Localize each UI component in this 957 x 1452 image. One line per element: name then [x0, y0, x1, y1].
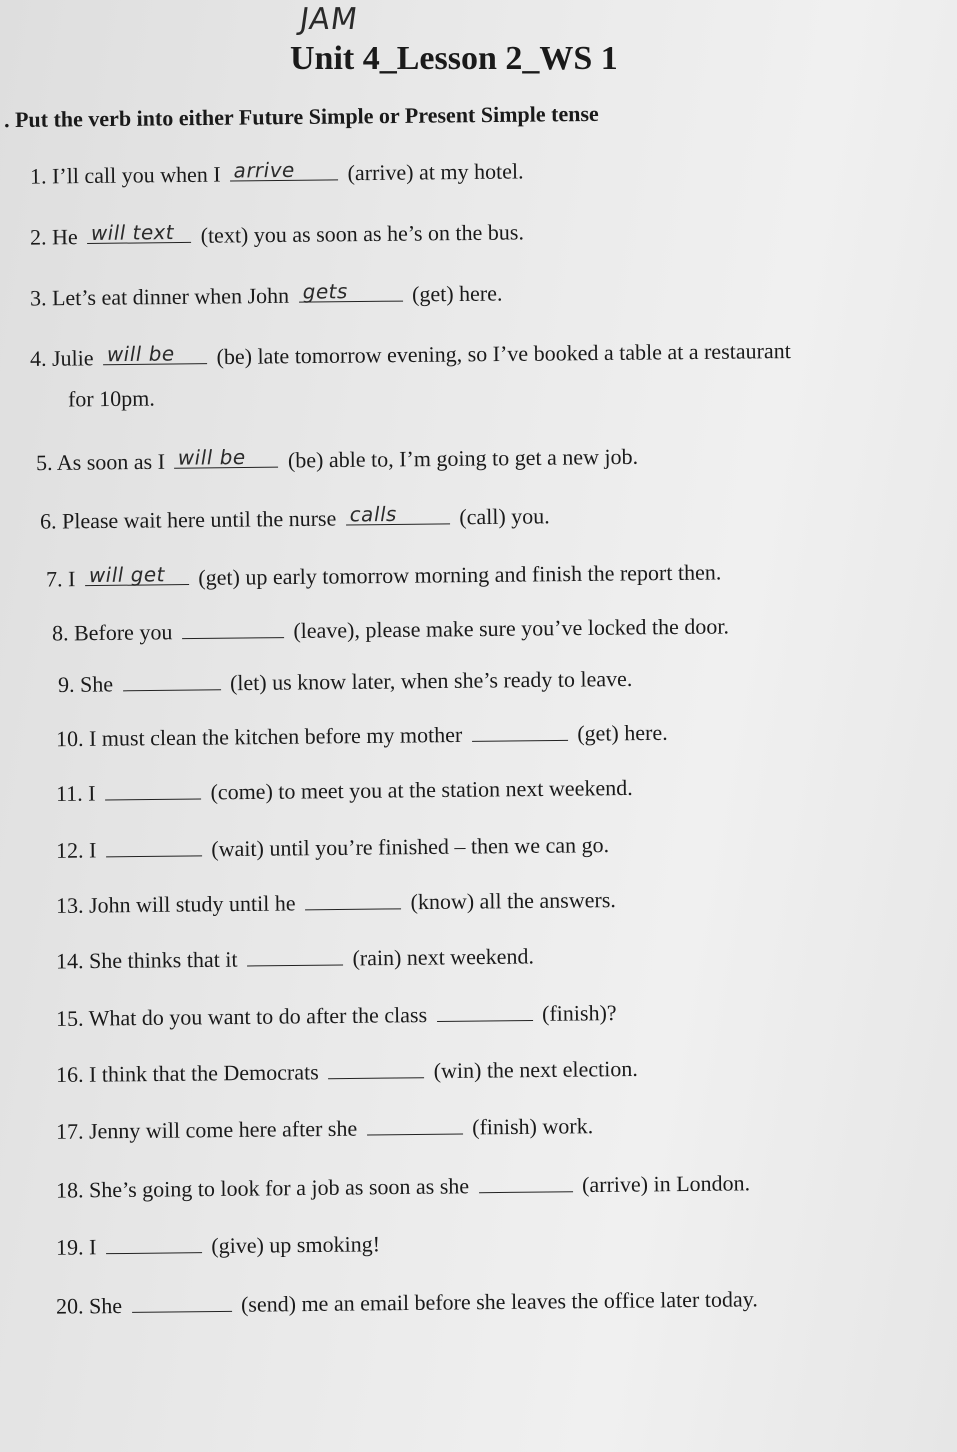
item-number: 9. — [57, 671, 75, 698]
item-text-before: Let’s eat dinner when John — [51, 282, 290, 311]
answer-blank[interactable] — [472, 720, 568, 742]
item-text-after: (be) able to, I’m going to get a new job. — [287, 443, 639, 473]
item-text-after: (wait) until you’re finished – then we can go. — [211, 832, 610, 862]
item-number: 17. — [55, 1118, 84, 1144]
item-number: 20. — [55, 1293, 84, 1319]
exercise-item-10 — [56, 719, 668, 752]
item-number: 19. — [55, 1234, 84, 1260]
answer-blank[interactable] — [87, 222, 191, 244]
item-text-before: As soon as I — [56, 448, 166, 475]
item-text-after: (give) up smoking! — [211, 1231, 381, 1259]
item-text-before: I think that the Democrats — [88, 1059, 319, 1087]
item-text-after: (send) me an email before she leaves the office later today. — [240, 1286, 758, 1317]
answer-blank[interactable] — [85, 564, 189, 586]
exercise-item-16 — [56, 1055, 638, 1088]
item-text-before: I — [88, 837, 97, 863]
item-text-before: She — [79, 671, 114, 697]
exercise-item-5 — [36, 443, 638, 476]
item-text-before: Jenny will come here after she — [88, 1115, 358, 1144]
item-text-after: (arrive) at my hotel. — [347, 158, 524, 186]
item-number: 5. — [35, 449, 53, 476]
answer-blank[interactable] — [106, 1232, 202, 1254]
item-number: 12. — [55, 837, 84, 863]
item-number: 2. — [29, 224, 47, 250]
item-text-before: She — [88, 1292, 123, 1319]
exercise-item-3 — [30, 280, 503, 312]
answer-blank[interactable] — [478, 1171, 572, 1193]
item-number: 7. — [45, 566, 63, 592]
exercise-item-7 — [46, 558, 722, 592]
answer-blank[interactable] — [247, 944, 343, 966]
item-text-before: Before you — [73, 619, 173, 646]
item-text-before: I’ll call you when I — [51, 161, 221, 189]
item-number: 6. — [39, 508, 57, 534]
answer-blank[interactable] — [105, 779, 201, 801]
item-text-after: (finish)? — [541, 1000, 617, 1026]
item-text-before: I — [67, 566, 76, 592]
item-text-before: I — [88, 1234, 97, 1260]
handwritten-answer: arrive — [232, 157, 298, 183]
handwritten-answer: will text — [89, 220, 177, 245]
answer-blank[interactable] — [131, 1291, 231, 1313]
item-text-after: (get) here. — [577, 719, 668, 746]
item-text-after: (know) all the answers. — [410, 887, 616, 915]
item-number: 1. — [29, 163, 47, 189]
item-text-before: He — [51, 224, 78, 250]
answer-blank[interactable] — [174, 444, 278, 470]
exercise-item-2 — [30, 218, 524, 250]
item-number: 11. — [55, 780, 83, 807]
item-text-after: (be) late tomorrow evening, so I’ve booked a table at a restaurant — [216, 338, 791, 370]
item-number: 16. — [55, 1061, 84, 1088]
answer-blank[interactable] — [182, 617, 284, 639]
item-text-before: She thinks that it — [88, 946, 238, 974]
exercise-item-13 — [56, 886, 616, 919]
item-number: 3. — [29, 285, 47, 311]
exercise-item-18 — [56, 1169, 750, 1203]
item-text-after: (rain) next weekend. — [352, 943, 535, 971]
handwritten-answer: will get — [86, 562, 168, 588]
item-text-before: I must clean the kitchen before my mother — [88, 721, 463, 751]
item-number: 18. — [55, 1177, 84, 1203]
answer-blank[interactable] — [305, 888, 401, 910]
item-text-before: What do you want to do after the class — [88, 1002, 428, 1031]
worksheet-title: Unit 4_Lesson 2_WS 1 — [290, 40, 618, 77]
answer-blank[interactable] — [298, 281, 402, 303]
answer-blank[interactable] — [122, 669, 220, 691]
answer-blank[interactable] — [367, 1114, 463, 1136]
item-text-before: Please wait here until the nurse — [61, 505, 337, 534]
item-text-after: (get) up early tomorrow morning and finish the report then. — [198, 559, 722, 590]
exercise-item-17 — [56, 1112, 593, 1145]
item-text-after: (call) you. — [459, 503, 550, 530]
exercise-item-12 — [56, 831, 609, 864]
item-number: 10. — [55, 725, 84, 752]
exercise-item-20 — [56, 1285, 758, 1319]
item-text-after: (win) the next election. — [433, 1055, 638, 1084]
item-text-after: (arrive) in London. — [581, 1170, 751, 1198]
answer-blank[interactable] — [346, 503, 450, 525]
answer-blank[interactable] — [106, 835, 202, 857]
item-text-after: (finish) work. — [472, 1113, 594, 1140]
item-text-after: (get) here. — [411, 280, 503, 307]
exercise-item-6 — [40, 502, 550, 534]
exercise-item-11 — [56, 774, 633, 807]
handwritten-name: JAM — [297, 2, 361, 37]
exercise-item-4-continuation: for 10pm. — [67, 385, 155, 412]
item-number: 13. — [55, 892, 84, 918]
answer-blank[interactable] — [103, 343, 207, 365]
item-text-after: (let) us know later, when she’s ready to leave. — [229, 665, 633, 696]
exercise-item-14 — [56, 942, 534, 974]
exercise-item-15 — [56, 999, 617, 1032]
exercise-item-1 — [30, 157, 524, 189]
handwritten-answer: will be — [105, 341, 177, 367]
item-text-before: John will study until he — [88, 890, 296, 918]
item-text-before: She’s going to look for a job as soon as she — [88, 1173, 470, 1203]
item-number: 14. — [55, 948, 84, 974]
answer-blank[interactable] — [328, 1057, 424, 1079]
handwritten-answer: will be — [176, 444, 249, 470]
exercise-item-4 — [30, 337, 791, 372]
exercise-item-19 — [56, 1230, 380, 1260]
item-text-after: (leave), please make sure you’ve locked the door. — [293, 613, 730, 644]
item-text-after: (text) you as soon as he’s on the bus. — [200, 219, 525, 248]
item-number: 4. — [29, 345, 47, 371]
item-text-before: I — [88, 780, 96, 806]
exercise-item-9 — [58, 665, 633, 698]
item-number: 8. — [51, 620, 69, 646]
handwritten-answer: calls — [347, 501, 400, 527]
exercise-item-8 — [52, 612, 729, 646]
item-number: 15. — [55, 1005, 84, 1031]
item-text-before: Julie — [51, 345, 94, 371]
answer-blank[interactable] — [436, 1000, 532, 1022]
instruction-text: . Put the verb into either Future Simple or Present Simple tense — [3, 100, 599, 133]
answer-blank[interactable] — [230, 159, 338, 181]
item-text-after: (come) to meet you at the station next weekend. — [210, 774, 633, 805]
handwritten-answer: gets — [300, 279, 350, 304]
